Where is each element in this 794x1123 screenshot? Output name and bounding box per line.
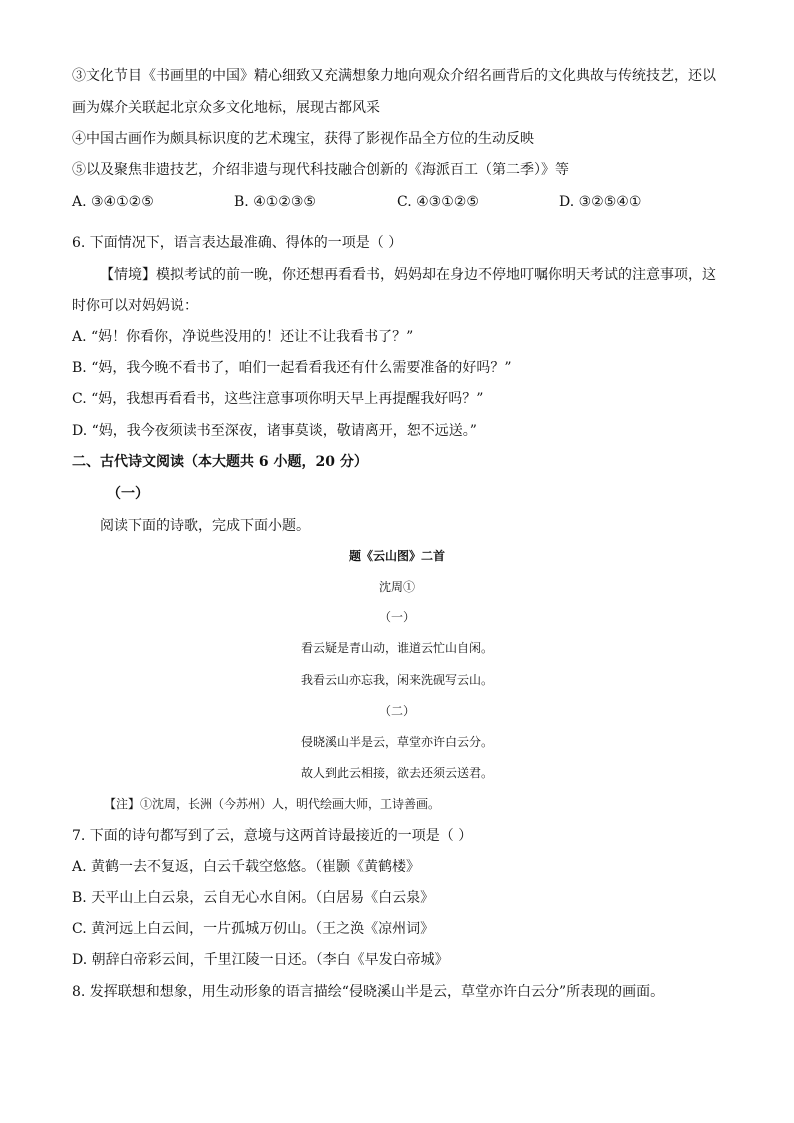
q5-item3-line2: 画为媒介关联起北京众多文化地标，展现古都风采 [72, 100, 380, 116]
poem-part2-label: （二） [378, 704, 415, 718]
q6-context-line2: 时你可以对妈妈说： [72, 298, 198, 314]
section-heading: 二、古代诗文阅读（本大题共 6 小题，20 分） [72, 454, 368, 470]
q5-option-c: C. ④③①②⑤ [397, 194, 479, 210]
q6-context-line1: 【情境】模拟考试的前一晚，你还想再看看书，妈妈却在身边不停地叮嘱你明天考试的注意事项，这 [100, 267, 716, 283]
q5-item3-line1: ③文化节目《书画里的中国》精心细致又充满想象力地向观众介绍名画背后的文化典故与传统技艺，还以 [72, 68, 716, 84]
poem-title: 题《云山图》二首 [348, 549, 445, 563]
q7-option-a: A. 黄鹤一去不复返，白云千载空悠悠。（崔颢《黄鹤楼》 [72, 859, 421, 875]
q5-option-a: A. ③④①②⑤ [72, 194, 154, 210]
poem-part1-label: （一） [378, 610, 415, 624]
poem-part1-line2: 我看云山亦忘我，闲来洗砚写云山。 [300, 673, 493, 687]
q8-stem: 8. 发挥联想和想象，用生动形象的语言描绘“侵晓溪山半是云，草堂亦许白云分”所表现的画面。 [72, 984, 665, 1000]
poem-part1-line1: 看云疑是青山动，谁道云忙山自闲。 [300, 641, 493, 655]
q6-stem: 6. 下面情况下，语言表达最准确、得体的一项是（ ） [72, 235, 403, 251]
q6-option-b: B. “妈，我今晚不看书了，咱们一起看看我还有什么需要准备的好吗？” [72, 360, 512, 376]
reading-instruction: 阅读下面的诗歌，完成下面小题。 [100, 518, 310, 534]
poem-author: 沈周① [378, 580, 415, 594]
q6-option-d: D. “妈，我今夜须读书至深夜，诸事莫谈，敬请离开，恕不远送。” [72, 423, 477, 439]
q6-option-c: C. “妈，我想再看看书，这些注意事项你明天早上再提醒我好吗？” [72, 391, 484, 407]
q5-item5: ⑤以及聚焦非遗技艺，介绍非遗与现代科技融合创新的《海派百工（第二季）》等 [72, 162, 569, 178]
section-subheading: （一） [107, 486, 149, 502]
q5-option-b: B. ④①②③⑤ [234, 194, 316, 210]
q7-option-b: B. 天平山上白云泉，云自无心水自闲。（白居易《白云泉》 [72, 890, 435, 906]
q5-option-d: D. ③②⑤④① [559, 194, 642, 210]
poem-part2-line1: 侵晓溪山半是云，草堂亦许白云分。 [300, 735, 493, 749]
q5-item4: ④中国古画作为颇具标识度的艺术瑰宝，获得了影视作品全方位的生动反映 [72, 131, 534, 147]
poem-note: 【注】①沈周，长洲（今苏州）人，明代绘画大师，工诗善画。 [104, 797, 441, 811]
q7-option-d: D. 朝辞白帝彩云间，千里江陵一日还。（李白《早发白帝城》 [72, 952, 449, 968]
q7-stem: 7. 下面的诗句都写到了云，意境与这两首诗最接近的一项是（ ） [72, 828, 473, 844]
poem-part2-line2: 故人到此云相接，欲去还须云送君。 [300, 766, 493, 780]
q7-option-c: C. 黄河远上白云间，一片孤城万仞山。（王之涣《凉州词》 [72, 921, 435, 937]
q6-option-a: A. “妈！你看你，净说些没用的！还让不让我看书了？” [72, 329, 414, 345]
